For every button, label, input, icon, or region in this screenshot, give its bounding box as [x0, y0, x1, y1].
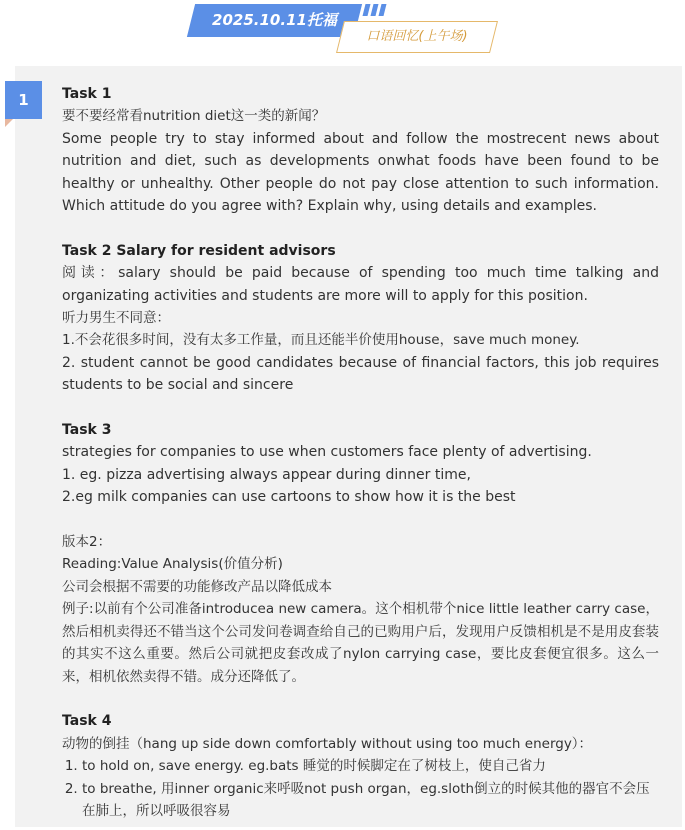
decorative-stripes	[362, 4, 390, 16]
task3-example2: 2.eg milk companies can use cartoons to show how it is the best	[62, 489, 516, 506]
task4-topic: 动物的倒挂（hang up side down comfortably without using too much energy）：	[62, 735, 593, 752]
content-body	[62, 83, 659, 822]
task1-body: Some people try to stay informed about and follow the mostrecent news about nutrition and diet, such as developments onwhat foods have been found to be healthy or unhealthy. Other people do not pay close attention to such information. Which attitude do you agree with? Explain why, using details and examples.	[62, 130, 659, 215]
task2-reading: 阅读：salary should be paid because of spending too much time talking and organizating activities and students are more will to apply for this position.	[62, 265, 659, 304]
task2-listening: 听力男生不同意：	[62, 310, 170, 327]
task4-list-item: 1. to hold on, save energy. eg.bats 睡觉的时候脚定在了树枝上，使自己省力	[82, 755, 659, 777]
task3-version2-label: 版本2：	[62, 534, 112, 551]
task4-list-item: 2. to breathe, 用inner organic来呼吸not push organ，eg.sloth倒立的时候其他的器官不会压在肺上，所以呼吸很容易	[82, 778, 659, 823]
header	[0, 0, 685, 60]
date-label: 2025.10.11托福	[212, 11, 337, 29]
task3-version2-reading: Reading:Value Analysis(价值分析)	[62, 556, 283, 573]
badge-fold	[5, 119, 13, 127]
task1-topic: 要不要经常看nutrition diet这一类的新闻？	[62, 108, 326, 125]
task4-list	[62, 755, 659, 822]
task3-topic: strategies for companies to use when customers face plenty of advertising.	[62, 444, 592, 461]
task3-title: Task 3	[62, 422, 112, 439]
subtitle-label: 口语回忆(上午场)	[366, 29, 468, 44]
task3-version2-example: 例子:以前有个公司准备introducea new camera。这个相机带个nice little leather carry case，然后相机卖得还不错当这个公司发问卷调查给自己的已购用户后，发现用户反馈相机是不是用皮套装的其实不这么重要。然后公司就把皮套改成了nylon carrying case，要比皮套便宜很多。这么一来，相机依然卖得不错。成分还降低了。	[62, 601, 659, 685]
task2-point2: 2. student cannot be good candidates because of financial factors, this job requires students to be social and sincere	[62, 354, 659, 394]
task3-example1: 1. eg. pizza advertising always appear during dinner time,	[62, 466, 471, 483]
task4-title: Task 4	[62, 713, 112, 730]
task2-title: Task 2 Salary for resident advisors	[62, 242, 336, 259]
task1-title: Task 1	[62, 86, 112, 102]
task2-point1: 1.不会花很多时间，没有太多工作量，而且还能半价使用house，save much money.	[62, 332, 580, 349]
section-number-badge: 1	[5, 81, 42, 119]
task3-version2-description: 公司会根据不需要的功能修改产品以降低成本	[62, 578, 332, 595]
